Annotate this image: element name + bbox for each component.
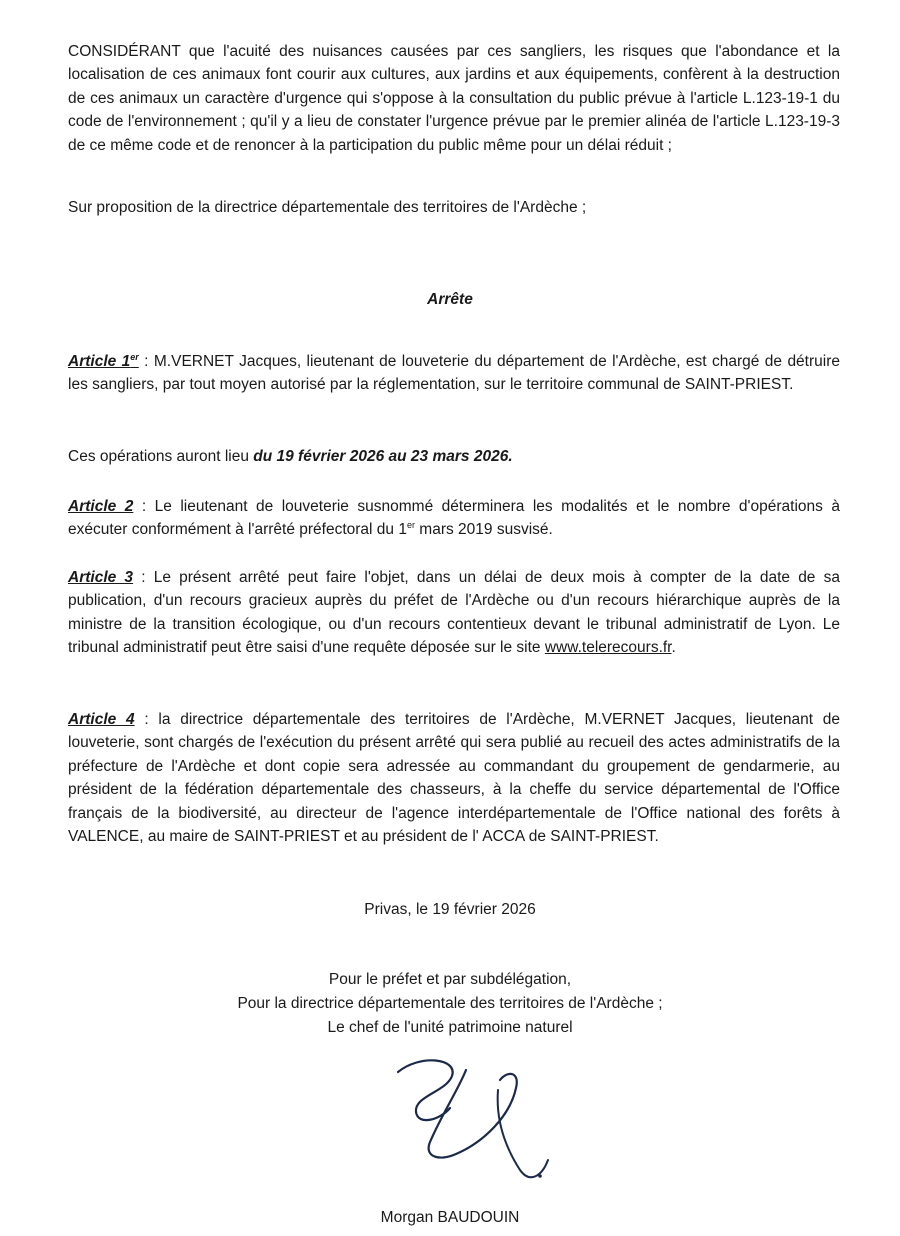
proposition-text: Sur proposition de la directrice départementale des territoires de l'Ardèche ; — [68, 199, 587, 216]
article-3 — [68, 566, 840, 660]
signatory-line-1 — [0, 968, 900, 991]
article-4 — [68, 708, 840, 848]
telerecours-link[interactable]: www.telerecours.fr — [544, 639, 672, 657]
signature-dot — [538, 1174, 542, 1178]
article-3-text: : Le présent arrêté peut faire l'objet, dans un délai de deux mois à compter de la date de sa publication, d'un recours gracieux auprès du préfet de l'Ardèche ou d'un recours hiérarchique auprès de la ministre de la transition écologique, ou d'un recours contentieux devant le tribunal administratif de Lyon. Le tribunal administratif peut être saisi d'une requête déposée sur le site — [68, 569, 840, 657]
article-2-text: : Le lieutenant de louveterie susnommé déterminera les modalités et le nombre d'opérations à exécuter conformément à l'arrêté préfectoral du 1 — [68, 498, 840, 539]
article-2-sup: er — [406, 520, 415, 531]
signatory-line-2 — [0, 992, 900, 1015]
signatory-name-text: Morgan BAUDOUIN — [380, 1209, 520, 1226]
signatory-line-3 — [0, 1016, 900, 1039]
signatory-line-2-text: Pour la directrice départementale des territoires de l'Ardèche ; — [237, 995, 663, 1012]
signature-stroke-2 — [429, 1070, 517, 1158]
article-1 — [68, 350, 840, 397]
article-4-label: Article 4 — [68, 711, 135, 728]
considerant-text: CONSIDÉRANT que l'acuité des nuisances causées par ces sangliers, les risques que l'abondance et la localisation de ces animaux font courir aux cultures, aux jardins et aux équipements, confèrent à la destruction de ces animaux un caractère d'urgence qui s'oppose à la consultation du public prévue à l'article L.123-19-1 du code de l'environnement ; qu'il y a lieu de constater l'urgence prévue par le premier alinéa de l'article L.123-19-3 de ce même code et de renoncer à la participation du public même pour un délai réduit ; — [68, 43, 840, 154]
signature-stroke-3 — [498, 1090, 548, 1177]
article-3-label: Article 3 — [68, 569, 134, 586]
article-4-text: : la directrice départementale des territoires de l'Ardèche, M.VERNET Jacques, lieutenant de louveterie, sont chargés de l'exécution du présent arrêté qui sera publié au recueil des actes administratifs de la préfecture de l'Ardèche et dont copie sera adressée au commandant du groupement de gendarmerie, au président de la fédération départementale des chasseurs, à la cheffe du service départemental de l'Office français de la biodiversité, au directeur de l'agence interdépartementale de l'Office national des forêts à VALENCE, au maire de SAINT-PRIEST et au président de l' ACCA de SAINT-PRIEST. — [68, 711, 841, 846]
signatory-name — [0, 1206, 900, 1229]
arrete-title: Arrête — [427, 291, 473, 308]
considerant-paragraph — [68, 40, 840, 157]
article-1-label-text: Article 1 — [68, 353, 131, 370]
article-1-label-sup: er — [130, 351, 139, 362]
proposition-paragraph — [68, 196, 840, 219]
operations-paragraph — [68, 445, 840, 468]
signatory-line-1-text: Pour le préfet et par subdélégation, — [328, 971, 572, 988]
place-date-text: Privas, le 19 février 2026 — [364, 901, 536, 918]
article-1-text: : M.VERNET Jacques, lieutenant de louveterie du département de l'Ardèche, est chargé de détruire les sangliers, par tout moyen autorisé par la réglementation, sur le territoire communal de SAINT-PRIEST. — [68, 353, 840, 394]
place-date — [0, 898, 900, 921]
handwritten-signature — [380, 1050, 560, 1190]
operations-prefix: Ces opérations auront lieu — [68, 448, 254, 465]
operations-dates: du 19 février 2026 au 23 mars 2026. — [253, 448, 513, 465]
article-3-end: . — [671, 639, 676, 657]
article-2 — [68, 495, 840, 542]
article-2-label: Article 2 — [68, 498, 134, 515]
article-2-text-end: mars 2019 susvisé. — [414, 521, 553, 539]
article-1-label — [68, 353, 139, 370]
signatory-line-3-text: Le chef de l'unité patrimoine naturel — [327, 1019, 573, 1036]
arrete-heading — [0, 288, 900, 311]
